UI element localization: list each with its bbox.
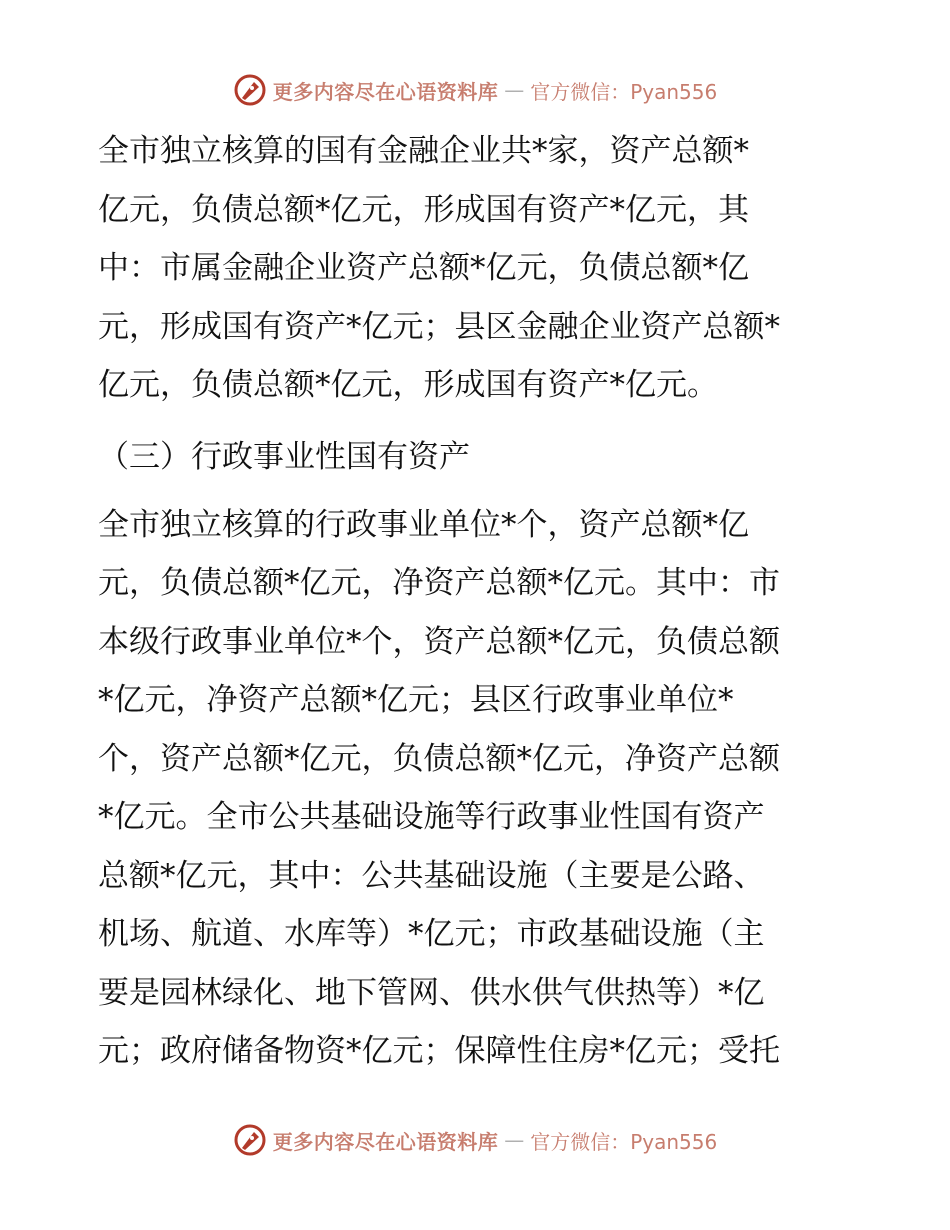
pen-nib-logo-icon [233,1123,267,1157]
text-line: 要是园林绿化、地下管网、供水供气供热等）*亿 [98,974,765,1011]
text-line: 亿元，负债总额*亿元，形成国有资产*亿元。 [98,367,718,403]
text-line: 总额*亿元，其中：公共基础设施（主要是公路、 [98,857,765,894]
text-line: 元，负债总额*亿元，净资产总额*亿元。其中：市 [98,565,780,601]
text-line: 机场、航道、水库等）*亿元；市政基础设施（主 [98,916,765,952]
text-line: *亿元，净资产总额*亿元；县区行政事业单位* [98,682,734,718]
watermark-banner-bottom [0,1120,950,1160]
watermark-brand: 更多内容尽在心语资料库 [272,79,499,104]
paragraph-financial-enterprises [98,122,850,415]
text-line: 元；政府储备物资*亿元；保障性住房*亿元；受托 [98,1033,780,1069]
section-heading: （三）行政事业性国有资产 [98,438,470,475]
watermark-wechat: 官方微信：Pyan556 [530,79,718,104]
pen-nib-logo-icon [233,73,267,107]
paragraph-administrative-assets [98,496,850,1081]
text-line: 全市独立核算的国有金融企业共*家，资产总额* [98,133,749,169]
text-line: 亿元，负债总额*亿元，形成国有资产*亿元，其 [98,191,749,228]
watermark-wechat: 官方微信：Pyan556 [530,1129,718,1154]
document-body [98,122,850,1081]
text-line: 个，资产总额*亿元，负债总额*亿元，净资产总额 [98,740,780,777]
text-line: 中：市属金融企业资产总额*亿元，负债总额*亿 [98,250,749,286]
text-line: *亿元。全市公共基础设施等行政事业性国有资产 [98,799,765,835]
text-line: 本级行政事业单位*个，资产总额*亿元，负债总额 [98,623,780,660]
watermark-dash: — [504,1128,525,1152]
watermark-banner-top [0,70,950,110]
text-line: 全市独立核算的行政事业单位*个，资产总额*亿 [98,506,749,543]
watermark-brand: 更多内容尽在心语资料库 [272,1129,499,1154]
text-line: 元，形成国有资产*亿元；县区金融企业资产总额* [98,308,780,345]
watermark-dash: — [504,78,525,102]
